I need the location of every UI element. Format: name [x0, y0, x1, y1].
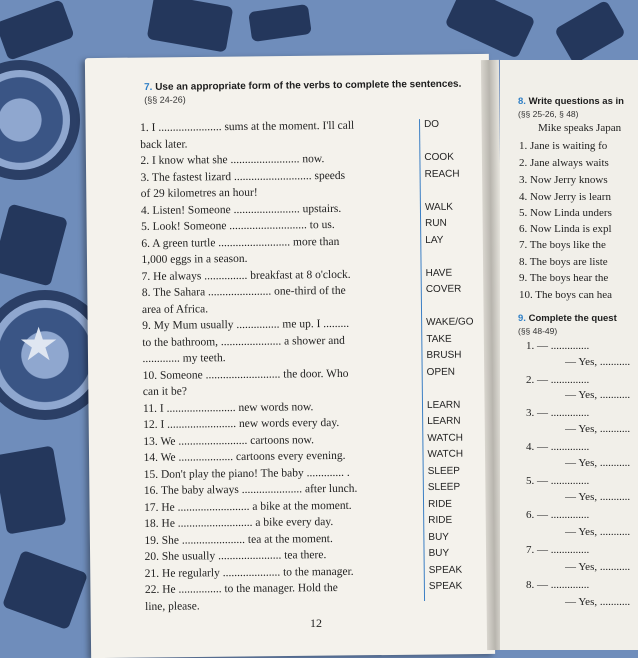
fabric-pattern	[0, 445, 66, 534]
verb-cue: SLEEP	[427, 465, 460, 477]
exercise-line: 1. Jane is waiting fo	[519, 140, 608, 152]
star-pattern: ★	[18, 319, 60, 370]
sentence-text: 2. I know what she ........................ now.	[140, 153, 325, 167]
sentence-text: of 29 kilometres an hour!	[140, 186, 258, 200]
sentence-text: 15. Don't play the piano! The baby ............. .	[143, 466, 350, 481]
exercise-line: 8. The boys are liste	[519, 256, 608, 268]
sentence-text: 14. We ................... cartoons every evening.	[143, 449, 346, 464]
fabric-pattern	[444, 0, 535, 59]
verb-cue: RUN	[425, 217, 447, 230]
exercise-reference: (§§ 24-26)	[144, 94, 186, 105]
sentence-text: 12. I ........................ new words every day.	[143, 416, 340, 431]
exercise-8-heading	[518, 96, 638, 107]
question-line: 6. — ..............	[526, 509, 590, 521]
sentence-text: area of Africa.	[141, 302, 209, 316]
fabric-pattern	[554, 0, 626, 64]
question-line: 3. — ..............	[526, 407, 590, 419]
verb-cue: WATCH	[427, 448, 464, 461]
sentence-text: 20. She usually ...................... tea there.	[144, 549, 327, 563]
sentence-text: 1. I ...................... sums at the moment. I'll call	[140, 119, 355, 134]
answer-line: — Yes, ...........	[565, 596, 631, 608]
exercise-instruction: Write questions as in	[528, 96, 624, 107]
verb-cue: RIDE	[427, 498, 452, 510]
fabric-pattern	[0, 0, 75, 61]
exercise-reference: (§§ 48-49)	[518, 326, 558, 336]
sentence-text: 1,000 eggs in a season.	[141, 252, 248, 266]
fabric-pattern	[0, 203, 68, 286]
sentence-text: 4. Listen! Someone ....................... upstairs.	[140, 202, 342, 217]
verb-cue: DO	[424, 118, 440, 131]
sentence-text: 18. He .......................... a bike every day.	[144, 515, 334, 530]
sentence-text: ............. my teeth.	[142, 352, 226, 365]
verb-cue: BUY	[428, 531, 450, 543]
verb-cue: BRUSH	[426, 349, 462, 362]
sentence-text: 10. Someone .......................... the door. Who	[142, 367, 349, 382]
exercise-number: 7.	[144, 81, 153, 93]
exercise-number: 8.	[518, 96, 526, 107]
page-number: 12	[310, 616, 322, 630]
sentence-text: can it be?	[142, 385, 187, 398]
sentence-text: 7. He always ............... breakfast at 8 o'clock.	[141, 268, 351, 283]
fabric-pattern	[2, 550, 88, 630]
verb-cue: REACH	[424, 168, 460, 180]
answer-line: — Yes, ...........	[565, 526, 631, 538]
answer-line: — Yes, ...........	[565, 561, 631, 573]
verb-cue: COVER	[425, 283, 462, 296]
answer-line: — Yes, ...........	[565, 491, 631, 503]
question-line: 5. — ..............	[526, 475, 590, 487]
sentence-text: 3. The fastest lizard ........................... speeds	[140, 169, 346, 184]
fabric-pattern	[147, 0, 234, 53]
sentence-text: 8. The Sahara ...................... one-third of the	[141, 284, 346, 299]
exercise-line: 3. Now Jerry knows	[519, 174, 608, 186]
verb-cue: HAVE	[425, 267, 453, 279]
verb-cue: LAY	[425, 234, 444, 246]
sentence-text: 22. He ............... to the manager. Hold the	[144, 581, 338, 596]
answer-line: — Yes, ...........	[565, 457, 631, 469]
verb-cue: LEARN	[427, 415, 461, 428]
verb-cue: COOK	[424, 151, 454, 164]
verb-cue: LEARN	[426, 399, 461, 411]
verb-cue: SPEAK	[428, 564, 463, 576]
verb-cue: TAKE	[426, 333, 452, 345]
exercise-instruction: Use an appropriate form of the verbs to complete the sentences.	[155, 78, 462, 93]
sentence-text: 21. He regularly .................... to the manager.	[144, 565, 354, 580]
question-line: 8. — ..............	[526, 579, 590, 591]
verb-cue: SPEAK	[428, 580, 463, 592]
exercise-line: 4. Now Jerry is learn	[519, 191, 611, 203]
verb-cue: BUY	[428, 547, 450, 560]
exercise-number: 9.	[518, 313, 526, 324]
exercise-line: 5. Now Linda unders	[519, 207, 612, 219]
sentence-text: 9. My Mum usually ............... me up. I .........	[142, 317, 350, 332]
sentence-text: line, please.	[145, 599, 200, 613]
verb-cue: RIDE	[428, 514, 453, 527]
question-line: 7. — ..............	[526, 544, 590, 556]
question-line: 2. — ..............	[526, 374, 590, 386]
exercise-line: 6. Now Linda is expl	[519, 223, 612, 235]
shield-pattern	[0, 60, 80, 180]
exercise-7-lines	[140, 117, 475, 615]
question-line: 4. — ..............	[526, 441, 590, 453]
verb-cue: WALK	[424, 201, 453, 213]
exercise-9-heading	[518, 313, 638, 324]
exercise-instruction: Complete the quest	[528, 313, 617, 324]
sentence-text: 11. I ........................ new words now.	[142, 400, 314, 415]
sentence-text: 19. She ...................... tea at the moment.	[144, 532, 333, 547]
sentence-text: 17. He ......................... a bike at the moment.	[143, 499, 352, 514]
exercise-intro: Mike speaks Japan	[538, 122, 622, 134]
fabric-pattern	[248, 4, 312, 42]
sentence-text: 5. Look! Someone ........................... to us.	[141, 218, 335, 233]
exercise-line: 2. Jane always waits	[519, 157, 609, 169]
answer-line: — Yes, ...........	[565, 389, 631, 401]
verb-cue: SLEEP	[427, 481, 461, 494]
exercise-line	[145, 595, 475, 615]
answer-line: — Yes, ...........	[565, 423, 631, 435]
exercise-line: 9. The boys hear the	[519, 272, 609, 284]
exercise-line: 10. The boys can hea	[519, 289, 612, 301]
question-line: 1. — ..............	[526, 340, 590, 352]
answer-line: — Yes, ...........	[565, 356, 631, 368]
verb-cue: WATCH	[427, 432, 463, 444]
verb-cue: WAKE/GO	[426, 316, 474, 329]
sentence-text: 16. The baby always ..................... after lunch.	[143, 482, 358, 497]
exercise-line: 7. The boys like the	[519, 239, 606, 251]
sentence-text: back later.	[140, 138, 188, 151]
sentence-text: 13. We ........................ cartoons now.	[143, 433, 315, 448]
exercise-reference: (§§ 25-26, § 48)	[518, 109, 579, 119]
sentence-text: to the bathroom, ..................... a shower and	[142, 334, 345, 349]
verb-cue: OPEN	[426, 366, 456, 378]
exercise-7-heading	[144, 79, 474, 107]
sentence-text: 6. A green turtle ......................... more than	[141, 235, 340, 250]
